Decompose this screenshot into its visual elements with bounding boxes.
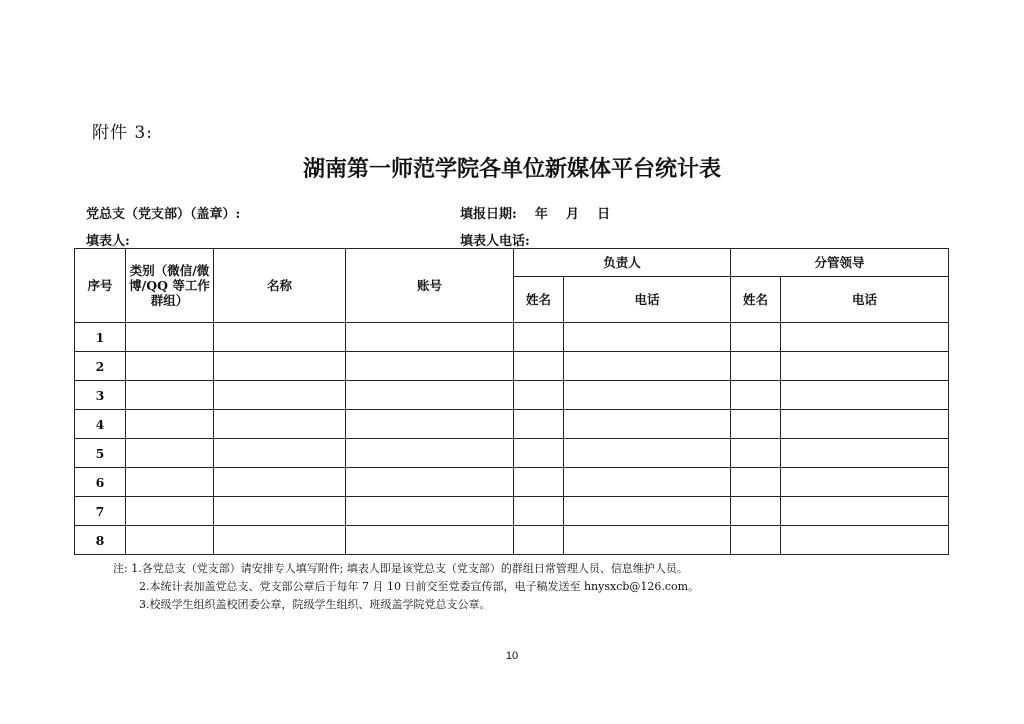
attachment-label: 附件 3: (92, 123, 153, 143)
resp-name-cell[interactable] (514, 497, 564, 526)
lead-name-cell[interactable] (731, 410, 781, 439)
header-resp-phone: 电话 (564, 277, 731, 323)
lead-phone-cell[interactable] (781, 468, 949, 497)
name-cell[interactable] (214, 381, 346, 410)
row-seq-number: 5 (75, 439, 126, 468)
header-lead-name: 姓名 (731, 277, 781, 323)
fill-date-field: 填报日期: 年 月 日 (460, 207, 611, 222)
header-lead-phone: 电话 (781, 277, 949, 323)
lead-name-cell[interactable] (731, 439, 781, 468)
account-cell[interactable] (346, 497, 514, 526)
unit-seal-field: 党总支（党支部）（盖章）: (86, 207, 241, 222)
resp-phone-cell[interactable] (564, 352, 731, 381)
resp-name-cell[interactable] (514, 439, 564, 468)
resp-phone-cell[interactable] (564, 497, 731, 526)
filler-phone-field: 填表人电话: (460, 234, 530, 249)
header-leader: 分管领导 (731, 249, 949, 277)
resp-name-cell[interactable] (514, 526, 564, 555)
table-row (75, 352, 949, 381)
statistics-table-wrapper (74, 248, 949, 555)
note-3: 3.校级学生组织盖校团委公章，院级学生组织、班级盖学院党总支公章。 (139, 598, 491, 611)
name-cell[interactable] (214, 468, 346, 497)
lead-phone-cell[interactable] (781, 497, 949, 526)
lead-name-cell[interactable] (731, 468, 781, 497)
header-category: 类别（微信/微博/QQ 等工作群组） (126, 249, 214, 323)
table-row (75, 526, 949, 555)
note-1: 注: 1.各党总支（党支部）请安排专人填写附件; 填表人即是该党总支（党支部）的群组日常管理人员、信息维护人员。 (113, 562, 688, 575)
category-cell[interactable] (126, 497, 214, 526)
lead-phone-cell[interactable] (781, 410, 949, 439)
lead-phone-cell[interactable] (781, 439, 949, 468)
name-cell[interactable] (214, 410, 346, 439)
account-cell[interactable] (346, 439, 514, 468)
table-row (75, 410, 949, 439)
lead-name-cell[interactable] (731, 526, 781, 555)
name-cell[interactable] (214, 352, 346, 381)
resp-name-cell[interactable] (514, 468, 564, 497)
table-row (75, 497, 949, 526)
lead-phone-cell[interactable] (781, 323, 949, 352)
resp-phone-cell[interactable] (564, 439, 731, 468)
resp-phone-cell[interactable] (564, 381, 731, 410)
lead-name-cell[interactable] (731, 352, 781, 381)
resp-phone-cell[interactable] (564, 526, 731, 555)
header-responsible: 负责人 (514, 249, 731, 277)
table-row (75, 381, 949, 410)
header-name: 名称 (214, 249, 346, 323)
header-resp-name: 姓名 (514, 277, 564, 323)
name-cell[interactable] (214, 323, 346, 352)
lead-phone-cell[interactable] (781, 352, 949, 381)
table-body (75, 323, 949, 555)
category-cell[interactable] (126, 381, 214, 410)
row-seq-number: 4 (75, 410, 126, 439)
category-cell[interactable] (126, 352, 214, 381)
note-2: 2.本统计表加盖党总支、党支部公章后于每年 7 月 10 日前交至党委宣传部，电子稿发送至 hnysxcb@126.com。 (139, 580, 700, 593)
header-account: 账号 (346, 249, 514, 323)
category-cell[interactable] (126, 410, 214, 439)
lead-phone-cell[interactable] (781, 381, 949, 410)
table-row (75, 439, 949, 468)
table-row (75, 468, 949, 497)
account-cell[interactable] (346, 381, 514, 410)
header-seq: 序号 (75, 249, 126, 323)
row-seq-number: 8 (75, 526, 126, 555)
account-cell[interactable] (346, 323, 514, 352)
lead-name-cell[interactable] (731, 497, 781, 526)
name-cell[interactable] (214, 526, 346, 555)
statistics-table (74, 248, 949, 555)
category-cell[interactable] (126, 468, 214, 497)
resp-name-cell[interactable] (514, 323, 564, 352)
lead-name-cell[interactable] (731, 381, 781, 410)
category-cell[interactable] (126, 439, 214, 468)
name-cell[interactable] (214, 439, 346, 468)
category-cell[interactable] (126, 323, 214, 352)
notes (113, 560, 699, 614)
row-seq-number: 1 (75, 323, 126, 352)
lead-phone-cell[interactable] (781, 526, 949, 555)
resp-name-cell[interactable] (514, 410, 564, 439)
table-row (75, 323, 949, 352)
account-cell[interactable] (346, 526, 514, 555)
row-seq-number: 2 (75, 352, 126, 381)
lead-name-cell[interactable] (731, 323, 781, 352)
row-seq-number: 3 (75, 381, 126, 410)
name-cell[interactable] (214, 497, 346, 526)
resp-name-cell[interactable] (514, 352, 564, 381)
header-row-1 (75, 249, 949, 277)
category-cell[interactable] (126, 526, 214, 555)
resp-name-cell[interactable] (514, 381, 564, 410)
resp-phone-cell[interactable] (564, 323, 731, 352)
page-number: 10 (505, 650, 519, 662)
row-seq-number: 6 (75, 468, 126, 497)
filler-field: 填表人: (86, 234, 130, 249)
resp-phone-cell[interactable] (564, 410, 731, 439)
page-title: 湖南第一师范学院各单位新媒体平台统计表 (302, 156, 721, 182)
account-cell[interactable] (346, 352, 514, 381)
row-seq-number: 7 (75, 497, 126, 526)
account-cell[interactable] (346, 410, 514, 439)
resp-phone-cell[interactable] (564, 468, 731, 497)
account-cell[interactable] (346, 468, 514, 497)
